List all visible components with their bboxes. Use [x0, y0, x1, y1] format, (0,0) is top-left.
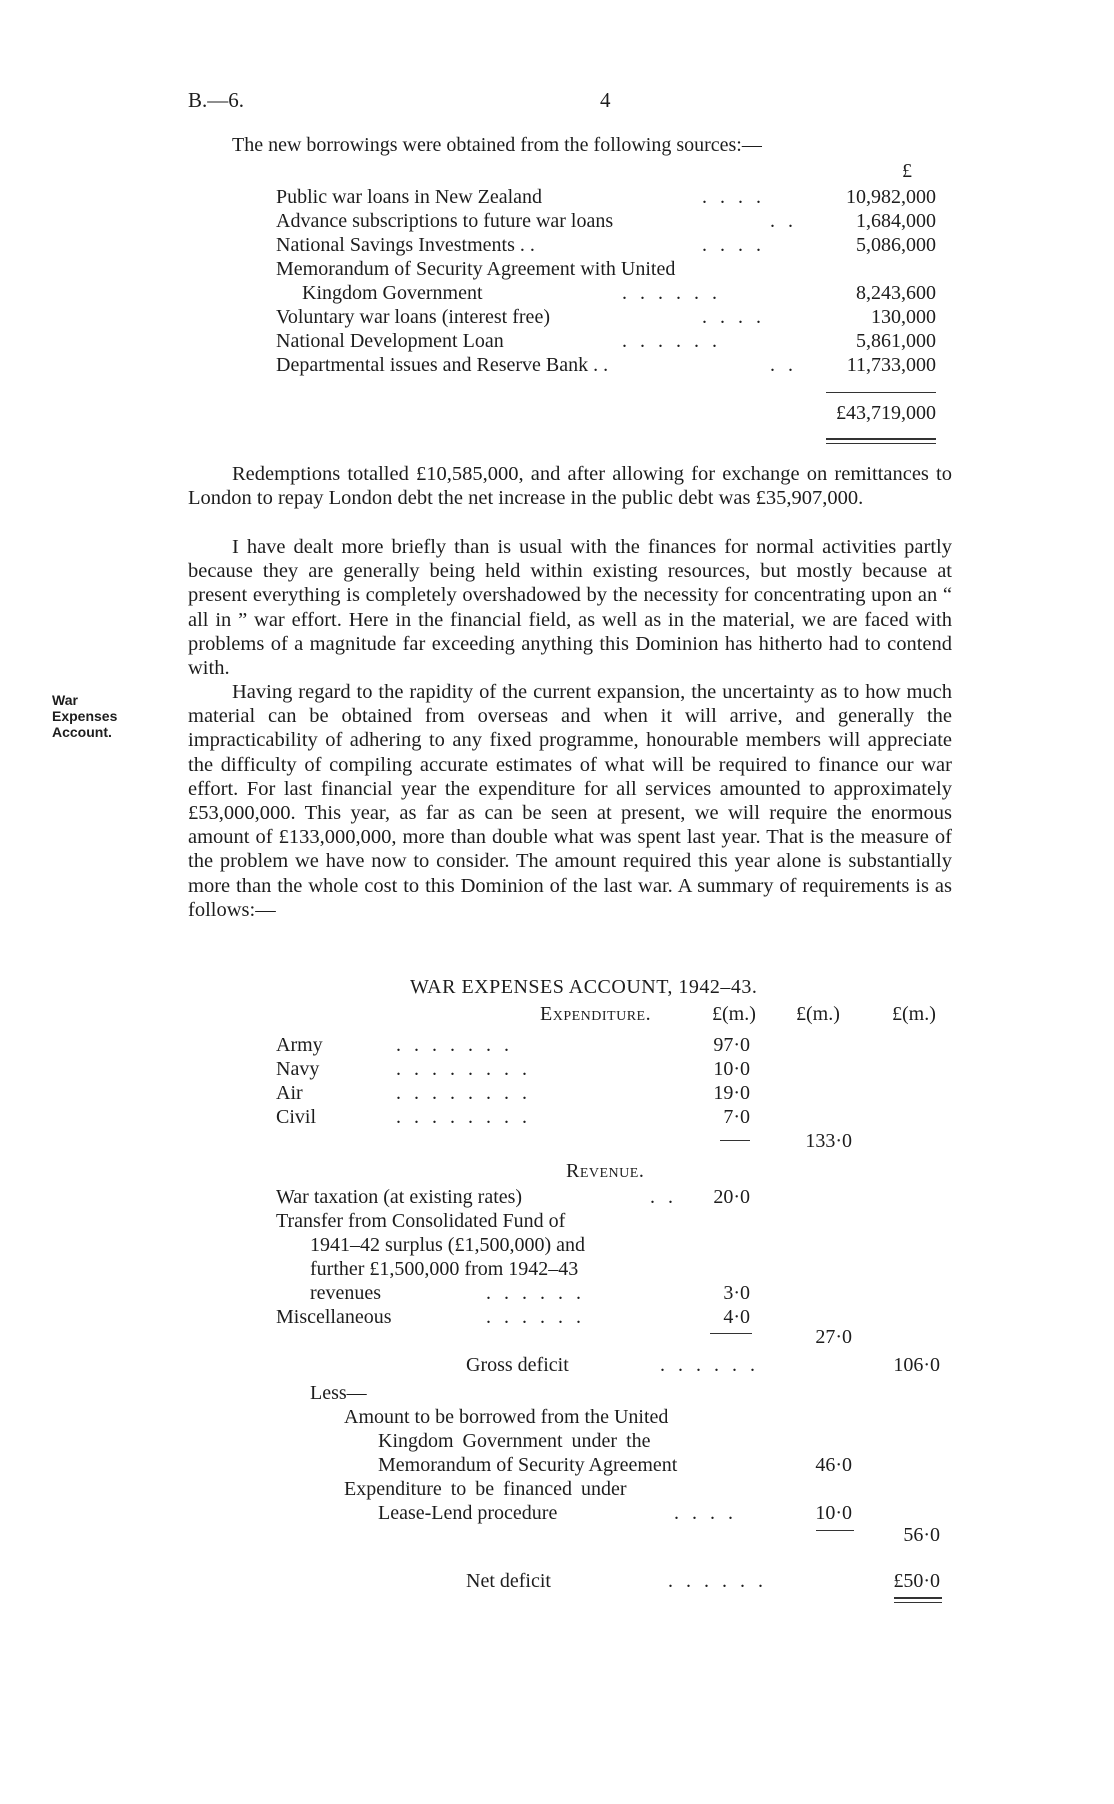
deductions-total: 56·0: [903, 1524, 940, 1546]
expenditure-label: Air: [276, 1082, 303, 1104]
source-label-continued: Kingdom Government: [302, 282, 483, 304]
source-label: Departmental issues and Reserve Bank . .: [276, 354, 609, 376]
revenue-label: Transfer from Consolidated Fund of: [276, 1210, 566, 1232]
deduction-label-continued: Kingdom Government under the: [378, 1430, 651, 1452]
revenue-value: 4·0: [723, 1306, 750, 1328]
double-rule: [826, 438, 936, 440]
column-header: £(m.): [796, 1003, 840, 1025]
expenditure-value: 19·0: [713, 1082, 750, 1104]
source-amount: 11,733,000: [846, 354, 936, 376]
leader-dots: . . . . . .: [486, 1282, 585, 1304]
expenditure-label: Civil: [276, 1106, 317, 1128]
source-label: Voluntary war loans (interest free): [276, 306, 550, 328]
less-heading: Less—: [310, 1382, 367, 1404]
expenditure-heading: Expenditure.: [540, 1003, 652, 1025]
sum-rule: [816, 1530, 854, 1531]
deduction-label: Amount to be borrowed from the United: [344, 1406, 669, 1428]
leader-dots: . . . .: [702, 186, 765, 208]
currency-symbol: £: [902, 160, 912, 182]
paragraph-finances: I have dealt more briefly than is usual with the finances for normal activities partly because they are generally being held within existing resources, but mostly because at present everything is completely overshadowed by the necessity for concentrating upon an “ all in ” war effort. Here in the financial field, as well as in the material, we are faced with problems of a magnitude far exceeding anything this Dominion has hitherto had to contend with.: [188, 536, 952, 680]
margin-note-line: Expenses: [52, 708, 118, 724]
deduction-value: 46·0: [815, 1454, 852, 1476]
leader-dots: . . . . . . . .: [396, 1082, 531, 1104]
revenue-label-continued: further £1,500,000 from 1942–43: [310, 1258, 579, 1280]
column-header: £(m.): [712, 1003, 756, 1025]
document-reference: B.—6.: [188, 88, 245, 112]
leader-dots: . . . . . .: [486, 1306, 585, 1328]
gross-deficit-label: Gross deficit: [466, 1354, 569, 1376]
sum-rule: [720, 1140, 750, 1141]
deduction-label-continued: Memorandum of Security Agreement: [378, 1454, 678, 1476]
net-deficit-value: £50·0: [893, 1570, 940, 1592]
leader-dots: . . . . . .: [660, 1354, 759, 1376]
leader-dots: . .: [650, 1186, 677, 1208]
net-deficit-label: Net deficit: [466, 1570, 551, 1592]
expenditure-total: 133·0: [805, 1130, 852, 1152]
leader-dots: . .: [770, 354, 797, 376]
leader-dots: . . . . . . . .: [396, 1058, 531, 1080]
expenditure-value: 7·0: [723, 1106, 750, 1128]
revenue-value: 3·0: [723, 1282, 750, 1304]
gross-deficit-value: 106·0: [893, 1354, 940, 1376]
source-amount: 8,243,600: [856, 282, 936, 304]
margin-note: [52, 692, 142, 740]
deduction-label: Expenditure to be financed under: [344, 1478, 627, 1500]
revenue-heading: Revenue.: [566, 1160, 645, 1182]
revenue-value: 20·0: [713, 1186, 750, 1208]
source-amount: 5,861,000: [856, 330, 936, 352]
sum-rule: [826, 392, 936, 393]
leader-dots: . . . . . . . .: [396, 1106, 531, 1128]
sources-intro: The new borrowings were obtained from the following sources:—: [232, 134, 762, 156]
sources-total: £43,719,000: [836, 402, 936, 424]
source-amount: 10,982,000: [846, 186, 936, 208]
source-label: Memorandum of Security Agreement with United: [276, 258, 676, 280]
leader-dots: . . . . . . .: [396, 1034, 513, 1056]
source-amount: 5,086,000: [856, 234, 936, 256]
leader-dots: . .: [770, 210, 797, 232]
expenditure-label: Army: [276, 1034, 323, 1056]
source-label: National Development Loan: [276, 330, 504, 352]
double-rule: [894, 1602, 942, 1603]
sum-rule: [710, 1333, 752, 1334]
deduction-label-continued: Lease-Lend procedure: [378, 1502, 558, 1524]
source-label: Public war loans in New Zealand: [276, 186, 543, 208]
revenue-total: 27·0: [815, 1326, 852, 1348]
source-amount: 130,000: [871, 306, 936, 328]
leader-dots: . . . . . .: [622, 282, 721, 304]
double-rule: [826, 443, 936, 444]
revenue-label-continued: 1941–42 surplus (£1,500,000) and: [310, 1234, 585, 1256]
leader-dots: . . . . . .: [668, 1570, 767, 1592]
double-rule: [894, 1597, 942, 1599]
leader-dots: . . . . . .: [622, 330, 721, 352]
leader-dots: . . . .: [702, 234, 765, 256]
source-label: Advance subscriptions to future war loans: [276, 210, 614, 232]
source-label: National Savings Investments . .: [276, 234, 535, 256]
page-number: 4: [600, 88, 611, 112]
source-amount: 1,684,000: [856, 210, 936, 232]
paragraph-redemptions: Redemptions totalled £10,585,000, and after allowing for exchange on remittances to London to repay London debt the net increase in the public debt was £35,907,000.: [188, 463, 952, 510]
expenditure-label: Navy: [276, 1058, 320, 1080]
expenditure-value: 10·0: [713, 1058, 750, 1080]
column-header: £(m.): [892, 1003, 936, 1025]
table-title: WAR EXPENSES ACCOUNT, 1942–43.: [410, 976, 758, 998]
leader-dots: . . . .: [674, 1502, 737, 1524]
paragraph-war-effort: Having regard to the rapidity of the current expansion, the uncertainty as to how much material can be obtained from overseas and when it will arrive, and generally the impracticability of adhering to any fixed programme, honourable members will appreciate the difficulty of compiling accurate estimates of what will be required to finance our war effort. For last financial year the expenditure for all services amounted to approximately £53,000,000. This year, as far as can be seen at present, we will require the enormous amount of £133,000,000, more than double what was spent last year. That is the measure of the problem we have now to consider. The amount required this year alone is substantially more than the whole cost to this Dominion of the last war. A summary of requirements is as follows:—: [188, 681, 952, 921]
expenditure-value: 97·0: [713, 1034, 750, 1056]
revenue-label: Miscellaneous: [276, 1306, 392, 1328]
revenue-label-continued: revenues: [310, 1282, 382, 1304]
margin-note-line: War: [52, 692, 78, 708]
deduction-value: 10·0: [815, 1502, 852, 1524]
margin-note-line: Account.: [52, 724, 112, 740]
leader-dots: . . . .: [702, 306, 765, 328]
revenue-label: War taxation (at existing rates): [276, 1186, 523, 1208]
